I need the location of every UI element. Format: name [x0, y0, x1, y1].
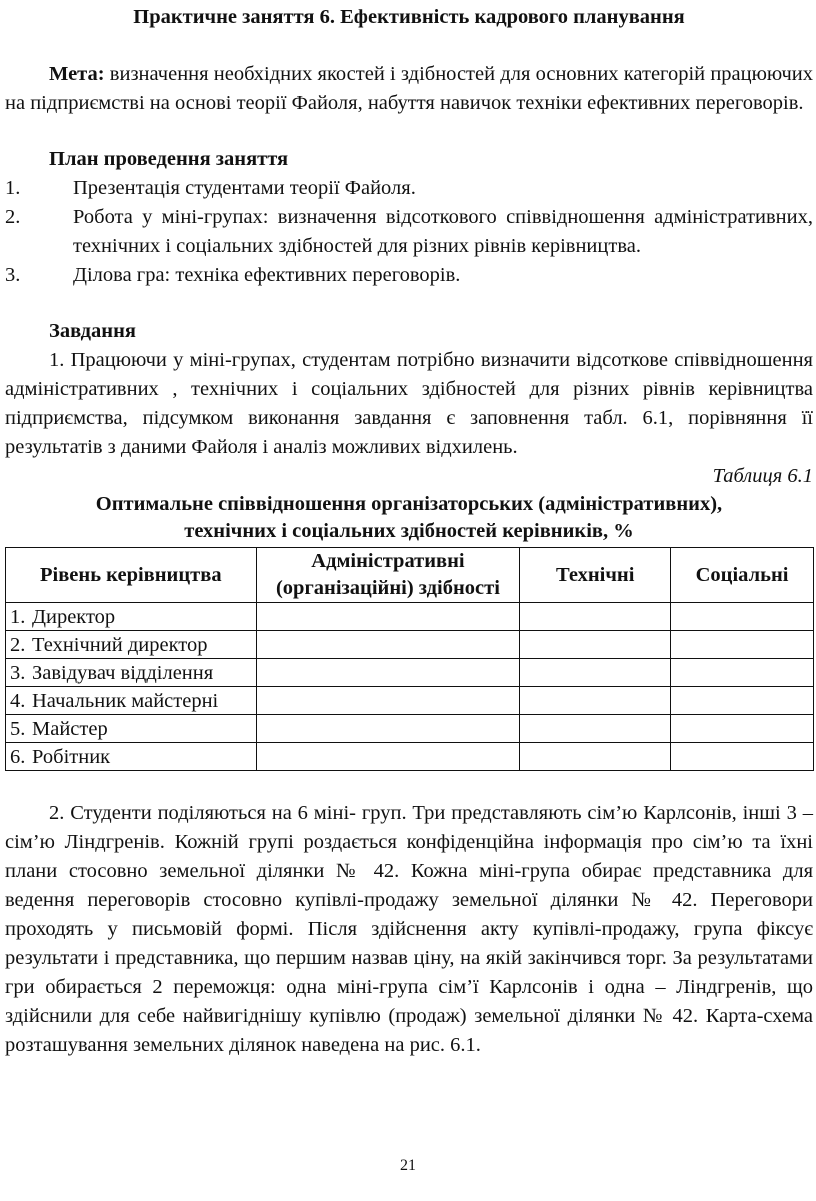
level-name: Начальник майстерні: [32, 689, 219, 712]
admin-cell: [256, 631, 520, 659]
social-cell: [671, 715, 814, 743]
plan-item-number: 3.: [5, 264, 21, 286]
plan-item-text: Презентація студентами теорії Файоля.: [73, 177, 416, 199]
header-social: Соціальні: [671, 548, 814, 603]
plan-item: [5, 174, 813, 203]
plan-item-number: 1.: [5, 177, 21, 199]
admin-cell: [256, 603, 520, 631]
technical-cell: [520, 631, 671, 659]
level-name: Завідувач відділення: [32, 661, 214, 684]
page-title: Практичне заняття 6. Ефективність кадрового планування: [133, 6, 685, 28]
technical-cell: [520, 659, 671, 687]
page-number: 21: [400, 1157, 416, 1174]
admin-cell: [256, 659, 520, 687]
level-name: Робітник: [32, 745, 111, 768]
plan-item: [5, 261, 813, 290]
social-cell: [671, 743, 814, 771]
row-number: 5.: [10, 717, 26, 740]
technical-cell: [520, 603, 671, 631]
header-technical: Технічні: [520, 548, 671, 603]
level-cell: [6, 743, 257, 771]
table-header-row: [6, 548, 814, 603]
goal-paragraph: [5, 60, 813, 118]
table-row: [6, 631, 814, 659]
level-cell: [6, 603, 257, 631]
technical-cell: [520, 687, 671, 715]
technical-cell: [520, 743, 671, 771]
plan-list: [5, 174, 813, 290]
level-name: Майстер: [32, 717, 108, 740]
row-number: 2.: [10, 633, 26, 656]
admin-cell: [256, 715, 520, 743]
plan-item-number: 2.: [5, 206, 21, 228]
table-row: [6, 659, 814, 687]
social-cell: [671, 687, 814, 715]
plan-item-text: Ділова гра: техніка ефективних переговорів.: [73, 264, 461, 286]
row-number: 4.: [10, 689, 26, 712]
table-row: [6, 687, 814, 715]
plan-item: [5, 203, 813, 261]
row-number: 6.: [10, 745, 26, 768]
ratio-table: [5, 547, 814, 771]
social-cell: [671, 659, 814, 687]
admin-cell: [256, 687, 520, 715]
table-title-line-1: Оптимальне співвідношення організаторських (адміністративних),: [95, 493, 723, 515]
task-heading: Завдання: [49, 320, 136, 342]
table-row: [6, 603, 814, 631]
table-title-line-2: технічних і соціальних здібностей керівників, %: [184, 520, 634, 542]
admin-cell: [256, 743, 520, 771]
document-page: [5, 0, 813, 1060]
table-row: [6, 743, 814, 771]
row-number: 1.: [10, 605, 26, 628]
social-cell: [671, 631, 814, 659]
table-row: [6, 715, 814, 743]
social-cell: [671, 603, 814, 631]
row-number: 3.: [10, 661, 26, 684]
level-cell: [6, 715, 257, 743]
header-level: Рівень керівництва: [6, 548, 257, 603]
level-cell: [6, 631, 257, 659]
plan-heading: План проведення заняття: [49, 148, 289, 170]
goal-label: Мета:: [49, 63, 105, 85]
technical-cell: [520, 715, 671, 743]
level-name: Директор: [32, 605, 116, 628]
level-cell: [6, 687, 257, 715]
goal-text: визначення необхідних якостей і здібностей для основних категорій працюючих на підприємстві на основі теорії Файоля, набуття навичок техніки ефективних переговорів.: [5, 63, 813, 114]
plan-item-text: Робота у міні-групах: визначення відсоткового співвідношення адміністративних, технічних і соціальних здібностей для різних рівнів керівництва.: [73, 206, 813, 257]
task-paragraph-2: 2. Студенти поділяються на 6 міні- груп. Три представляють сім’ю Карлсонів, інші 3 – сім’ю Ліндгренів. Кожній групі роздається конфіденційна інформація про сім’ю та їхні плани стосовно земельної ділянки № 42. Кожна міні-група обирає представника для ведення переговорів стосовно купівлі-продажу земельної ділянки № 42. Переговори проходять у письмовій формі. Після здійснення акту купівлі-продажу, група фіксує результати і представника, що першим назвав ціну, на якій закінчився торг. За результатами гри обирається 2 переможця: одна міні-група сім’ї Карлсонів і одна – Ліндгренів, що здійснили для себе найвигіднішу купівлю (продаж) земельної ділянки № 42. Карта-схема розташування земельних ділянок наведена на рис. 6.1.: [5, 802, 813, 1056]
header-administrative: Адміністративні (організаційні) здібності: [256, 548, 520, 603]
level-cell: [6, 659, 257, 687]
task-paragraph-1: 1. Працюючи у міні-групах, студентам потрібно визначити відсоткове співвідношення адміністративних , технічних і соціальних здібностей для різних рівнів керівництва підприємства, підсумком виконання завдання є заповнення табл. 6.1, порівняння її результатів з даними Файоля і аналіз можливих відхилень.: [5, 349, 813, 458]
table-caption: Таблиця 6.1: [712, 465, 813, 487]
level-name: Технічний директор: [32, 633, 208, 656]
